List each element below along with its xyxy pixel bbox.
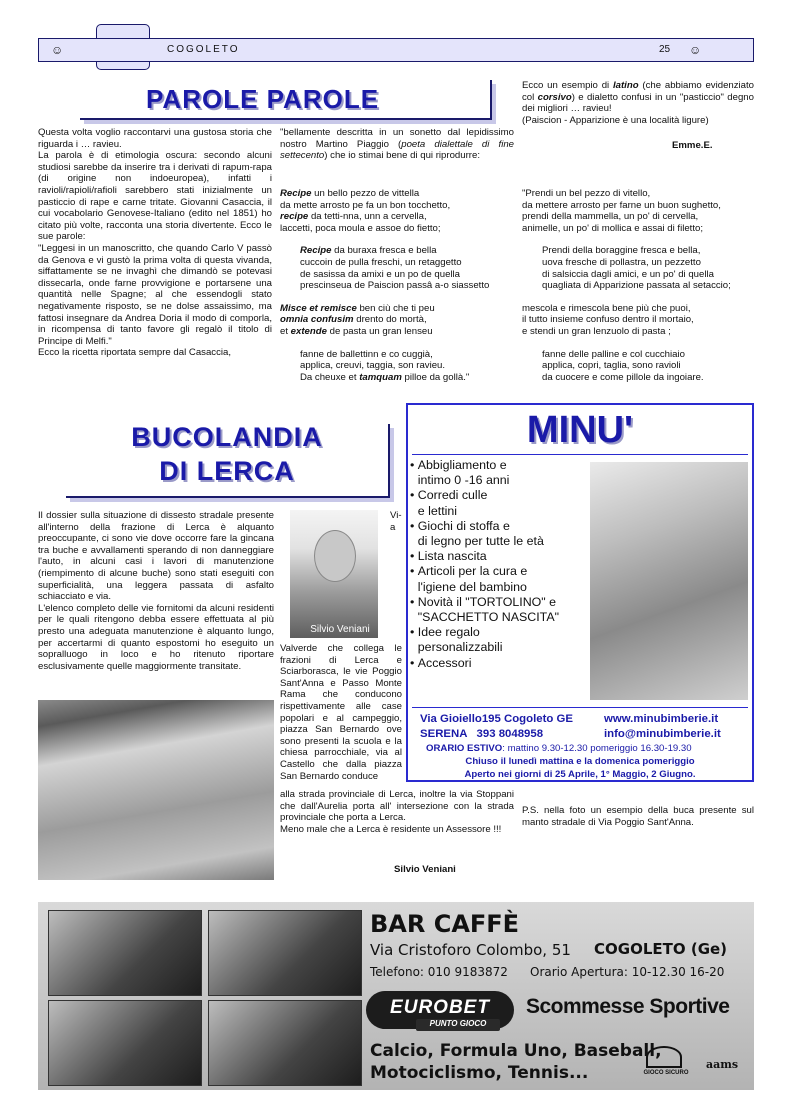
- verse: da buraxa fresca e bella: [331, 245, 437, 257]
- eurobet-brand: EUROBET: [390, 997, 490, 1018]
- verse: fanne de ballettinn e co cuggià,: [300, 348, 433, 360]
- smiley-icon: ☺: [51, 43, 64, 57]
- eurobet-sub-badge: [416, 1019, 500, 1031]
- latin-word: Recipe: [280, 188, 312, 199]
- minu-phone: SERENA 393 8048958: [420, 728, 544, 740]
- verse: e stendi un gran lenzuolo di pasta ;: [522, 325, 671, 337]
- text: ) e dialetto confusi in un "pasticcio" degno dei migliori … ravieu!: [522, 91, 754, 115]
- text: (che abbiamo evidenziato col: [522, 80, 755, 103]
- road-pothole-photo: [38, 700, 274, 880]
- paragraph: Meno male che a Lerca è residente un Assessore !!!: [280, 823, 502, 835]
- paragraph: "Leggesi in un manoscritto, che quando Carlo V passò da Genova e vi gustò la prima volta di questa vivanda, siffattamente se ne invaghì che dimandò se potevasi dissecarla, onde farne provvigione e portarsene una quantità nelle Spagne; al che essendogli stato negativamente risposto, se ne dolse assaissimo, ma fattosi insegnare da Andrea Doria il modo di comporla, in ricompensa di tanto favore gli regalò il titolo di Principe di Melfi.": [38, 242, 272, 347]
- bucolandia-column-2: Valverde che collega le frazioni di Lerca e Sciarborasca, le vie Poggio Sant'Anna e Passo Monte Rama che conducono rispettivamente alle case popolari e al campeggio, piazza San Bernardo ove sono presenti la scuola e la chiesa parrocchiale, via al Castello che dalla piazza San Bernardo conduce: [280, 643, 402, 782]
- text: poeta dialettale di fine settecento: [280, 138, 514, 162]
- verse: pilloe da gollà.": [401, 371, 470, 383]
- bets-label: Scommesse Sportive: [526, 995, 730, 1018]
- parole-signature: Emme.E.: [672, 140, 713, 151]
- baseball-photo: [48, 1000, 202, 1086]
- verse: applica, creuvi, taggia, son ravieu.: [300, 360, 446, 372]
- minu-title: MINU': [526, 409, 634, 451]
- verse: applica, copri, taglia, sono ravioli: [542, 360, 681, 372]
- verse: uova fresche di pollastra, un pezzetto: [542, 256, 701, 268]
- shop-interior-photo: [590, 462, 748, 700]
- latin-word: Recipe: [300, 245, 332, 257]
- author-face-shape: [314, 530, 356, 582]
- verse: da cuocere e come pillole da ingoiare.: [542, 371, 704, 383]
- bar-town: COGOLETO (Ge): [594, 940, 728, 958]
- verse: da mette arrosto pe fa un bon tocchetto,: [280, 199, 451, 211]
- football-photo: [48, 910, 202, 996]
- italian-translation: [522, 188, 754, 383]
- dialect-sonnet: [280, 188, 516, 383]
- text: latino: [612, 80, 639, 91]
- bucolandia-column-1: [38, 510, 274, 672]
- parole-title: PAROLE PAROLE: [146, 84, 380, 114]
- list-item: • Articoli per la cura e l'igiene del bambino: [410, 564, 528, 594]
- minu-email[interactable]: info@minubimberie.it: [604, 728, 721, 740]
- list-item: • Accessori: [410, 655, 472, 670]
- verse: prendi della mammella, un po' di cervella,: [522, 211, 699, 223]
- verse: ben ciù che ti peu: [356, 302, 435, 314]
- paragraph: Ecco la ricetta riportata sempre dal Casaccia,: [38, 347, 232, 359]
- title-line: DI LERCA: [159, 456, 295, 486]
- verse: mescola e rimescola bene più che puoi,: [522, 302, 691, 314]
- bar-name: BAR CAFFÈ: [370, 910, 520, 938]
- verse: da mettere arrosto per farne un buon sughetto,: [522, 199, 721, 211]
- bucolandia-title: [66, 420, 388, 488]
- paragraph: La parola è di etimologia oscura: secondo alcuni studiosi sarebbe da inserire tra i derivati di rapum-rapa (di origine non indoeuropea), infatti i ravioli/rapioli/rafioli sarebbero stati inizialmente un pasticcio di rape e carne tritate. Giovanni Casaccia, il cui vocabolario Genovese-Italiano (edito nel 1851) ho citato più volte, racconta una storia divertente. Ecco le sue parole:: [38, 150, 272, 243]
- verse: fanne delle palline e col cucchiaio: [542, 348, 685, 360]
- verse: "Prendi un bel pezzo di vitello,: [522, 188, 651, 199]
- list-item: • Novità il "TORTOLINO" e "SACCHETTO NASCITA": [410, 594, 559, 625]
- text-fragment: Vi- a: [390, 510, 402, 533]
- verse: de sasissa da amixi e un po de quella: [300, 268, 460, 280]
- bar-phone: Telefono: 010 9183872: [370, 965, 508, 979]
- aams-logo: aams: [706, 1058, 739, 1071]
- ps-note: P.S. nella foto un esempio della buca presente sul manto stradale di Via Poggio Sant'Anna.: [522, 805, 754, 828]
- parole-column-2-intro: [280, 127, 514, 162]
- divider: [412, 454, 748, 455]
- author-photo: [290, 510, 378, 638]
- paragraph: alla strada provinciale di Lerca, inoltre la via Stoppani che dall'Aurelia porta all' intersezione con la strada provinciale che porta a Lerca.: [280, 789, 514, 824]
- page-header: [38, 38, 754, 62]
- verse: Da cheuxe et: [300, 371, 360, 383]
- verse: da tetti-nna, unn a cervella,: [308, 211, 427, 223]
- divider: [412, 707, 748, 708]
- paragraph: Il dossier sulla situazione di dissesto stradale presente all'interno della frazione di Lerca è alquanto preoccupante, ci sono vie dove occorre fare la gincana tra buche e avvallamenti sperando di non danneggiare l'auto, in alcuni casi i lavori di manutenzione (riempimento di alcune buche) sono stati eseguiti con superficialità, una leggera passata di asfalto schiacciato e via.: [38, 510, 274, 603]
- parole-column-1: [38, 127, 272, 359]
- list-item: • Idee regalo personalizzabili: [410, 625, 503, 655]
- verse: il tutto insieme confuso dentro il mortaio,: [522, 314, 694, 326]
- text: (Paiscion - Apparizione è una località ligure): [522, 114, 709, 126]
- text: "bellamente descritta in un sonetto dal lepidissimo nostro Martino Piaggio (: [280, 127, 514, 150]
- minu-product-list: [410, 458, 590, 671]
- list-item: • Corredi culle e lettini: [410, 488, 488, 518]
- latin-word: Misce et remisce: [280, 302, 357, 314]
- text: Ecco un esempio di: [522, 80, 613, 91]
- motorcycle-photo: [208, 1000, 362, 1086]
- verse: di salsiccia dagli amici, e un po' di quella: [542, 268, 714, 280]
- photo-caption: Silvio Veniani: [310, 624, 370, 635]
- bar-address: Via Cristoforo Colombo, 51: [370, 941, 571, 959]
- verse: de pasta un gran lenseu: [326, 325, 433, 337]
- list-item: • Giochi di stoffa e di legno per tutte le età: [410, 518, 544, 549]
- latin-word: omnia confusim: [280, 314, 354, 326]
- paragraph: Questa volta voglio raccontarvi una gustosa storia che riguarda i … ravieu.: [38, 127, 272, 150]
- header-town: COGOLETO: [167, 44, 240, 55]
- verse: prescinseua de Paiscion passâ a-o siassetto: [300, 280, 490, 292]
- latin-word: tamquam: [359, 371, 402, 383]
- verse: Prendi della boraggine fresca e bella,: [542, 245, 701, 257]
- parole-column-3-intro: [522, 80, 754, 126]
- latin-word: extende: [290, 325, 327, 337]
- bar-hours: Orario Apertura: 10-12.30 16-20: [530, 965, 725, 979]
- minu-advertisement: [406, 403, 754, 782]
- gioco-sicuro-label: GIOCO SICURO: [643, 1070, 689, 1076]
- smiley-icon: ☺: [689, 43, 702, 57]
- title-line: BUCOLANDIA: [131, 422, 323, 452]
- tennis-photo: [208, 910, 362, 996]
- list-item: • Abbigliamento e intimo 0 -16 anni: [410, 458, 510, 488]
- minu-closed-days: Chiuso il lunedì mattina e la domenica pomeriggio: [465, 756, 695, 767]
- verse: un bello pezzo de vittella: [311, 188, 420, 199]
- verse: cuccoin de pulla freschi, un retaggetto: [300, 256, 462, 268]
- minu-address: Via Gioiello195 Cogoleto GE: [420, 713, 573, 725]
- text: corsivo: [537, 91, 572, 103]
- page-number: 25: [659, 44, 671, 55]
- gioco-sicuro-seal-icon: [646, 1046, 682, 1068]
- minu-website[interactable]: www.minubimberie.it: [604, 713, 719, 725]
- list-item: • Lista nascita: [410, 549, 487, 564]
- bucolandia-column-2-full: [280, 789, 514, 835]
- verse: laccetti, poca moula e assoe do fietto;: [280, 222, 441, 234]
- paragraph: L'elenco completo delle vie fornitomi da alcuni residenti per le quali ritengono debba essere effettuata al più presto una adeguata manutenzione è alquanto lungo, per accertarmi di quanto espostomi ho eseguito un sopralluogo in loco e ho ritenuto riportare esclusivamente quelle maggiormente transitate.: [38, 602, 274, 672]
- verse: animelle, un po' di mollica e assai di filetto;: [522, 222, 704, 234]
- latin-word: recipe: [280, 211, 309, 223]
- sports-line-1: Calcio, Formula Uno, Baseball,: [370, 1041, 662, 1061]
- eurobet-sub: PUNTO GIOCO: [429, 1019, 487, 1028]
- bucolandia-signature: Silvio Veniani: [394, 864, 456, 875]
- verse: drento do mortà,: [353, 314, 427, 326]
- sports-line-2: Motociclismo, Tennis...: [370, 1063, 589, 1083]
- text: ) che io stimai bene di qui riprodurre:: [324, 150, 480, 162]
- minu-open-days: Aperto nei giorni di 25 Aprile, 1° Maggio, 2 Giugno.: [464, 769, 696, 780]
- verse: et: [280, 325, 291, 337]
- minu-hours: ORARIO ESTIVO: mattino 9.30-12.30 pomeriggio 16.30-19.30: [426, 743, 692, 754]
- verse: quagliata di Apparizione passata al setaccio;: [542, 280, 731, 292]
